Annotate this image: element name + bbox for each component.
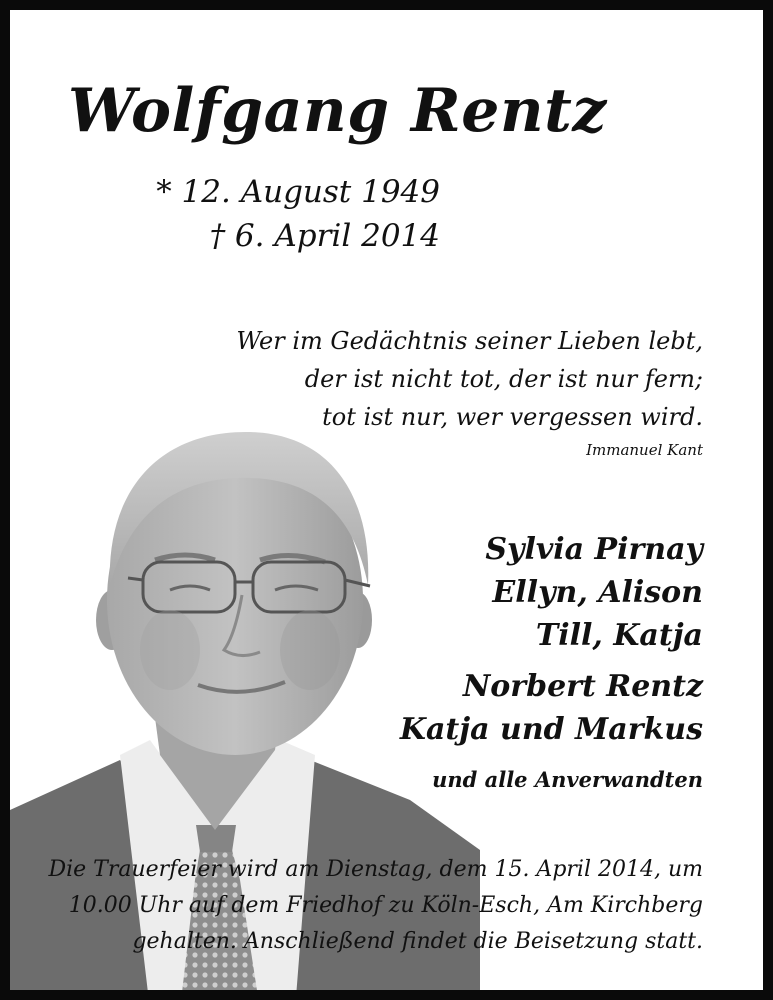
mourners-list — [343, 528, 703, 795]
life-dates — [10, 170, 440, 258]
death-date: † 6. April 2014 — [209, 218, 440, 254]
ceremony-line: 10.00 Uhr auf dem Friedhof zu Köln-Esch, Am Kirchberg — [68, 893, 703, 918]
ceremony-line: Die Trauerfeier wird am Dienstag, dem 15. April 2014, um — [48, 857, 703, 882]
quote-line: tot ist nur, wer vergessen wird. — [322, 403, 703, 431]
relatives-line: und alle Anverwandten — [432, 767, 703, 792]
ceremony-line: gehalten. Anschließend findet die Beisetzung statt. — [132, 929, 703, 954]
birth-date: * 12. August 1949 — [156, 174, 440, 210]
quote-author: Immanuel Kant — [586, 441, 703, 459]
mourner-name: Sylvia Pirnay — [485, 532, 703, 567]
quote-line: Wer im Gedächtnis seiner Lieben lebt, — [236, 327, 703, 355]
ceremony-details — [13, 852, 703, 960]
quote-line: der ist nicht tot, der ist nur fern; — [304, 365, 703, 393]
mourner-name: Katja und Markus — [399, 712, 703, 747]
mourner-name: Till, Katja — [535, 618, 703, 653]
mourner-name: Ellyn, Alison — [492, 575, 703, 610]
deceased-name: Wolfgang Rentz — [68, 76, 607, 146]
mourner-name: Norbert Rentz — [462, 669, 703, 704]
